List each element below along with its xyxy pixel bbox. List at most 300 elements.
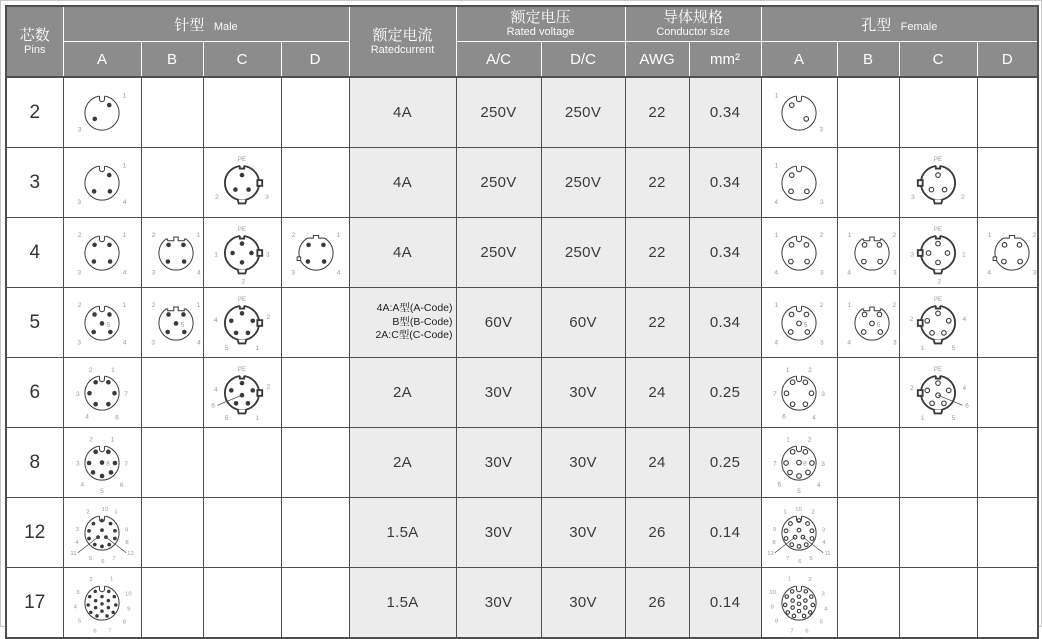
- svg-text:2: [892, 301, 896, 308]
- female-a-diagram-cell: [761, 498, 837, 568]
- awg-cell: 22: [625, 77, 689, 148]
- svg-text:3: [820, 339, 824, 346]
- female-d-diagram-cell: [977, 498, 1038, 568]
- female-b-diagram-cell: [837, 498, 899, 568]
- svg-text:9: [125, 527, 128, 533]
- male-c-diagram-cell: [203, 148, 281, 218]
- svg-text:5: [89, 556, 93, 562]
- male-d-diagram-cell: [281, 77, 349, 148]
- female-connector-pinout-diagram: [904, 220, 972, 286]
- svg-text:7: [124, 461, 128, 468]
- svg-text:6: [798, 559, 802, 565]
- pins-cell: 6: [6, 358, 63, 428]
- svg-text:4: [774, 269, 778, 276]
- svg-text:3: [822, 527, 826, 533]
- spec-row: [6, 498, 1038, 568]
- female-connector-pinout-diagram: [765, 150, 833, 216]
- svg-text:3: [266, 251, 270, 258]
- svg-text:7: [786, 556, 789, 562]
- male-a-diagram-cell: [63, 568, 141, 639]
- header-rated-current: [349, 6, 456, 77]
- svg-text:5: [952, 414, 956, 421]
- spec-row: [6, 358, 1038, 428]
- svg-text:1: [123, 162, 127, 169]
- svg-text:3: [820, 269, 824, 276]
- svg-text:3: [76, 460, 80, 467]
- svg-text:PE: [238, 156, 246, 163]
- voltage-ac-cell: 30V: [456, 358, 541, 428]
- female-d-diagram-cell: [977, 148, 1038, 218]
- svg-text:2: [266, 314, 270, 321]
- awg-cell: 26: [625, 568, 689, 639]
- svg-text:4: [847, 339, 851, 346]
- svg-text:4: [963, 384, 967, 391]
- header-conductor-en: Conductor size: [656, 26, 730, 38]
- voltage-dc-cell: 250V: [541, 218, 625, 288]
- header-awg: AWG: [625, 42, 689, 78]
- svg-text:10: [795, 507, 802, 513]
- male-c-diagram-cell: [203, 498, 281, 568]
- header-rated-voltage-group: [456, 6, 625, 42]
- svg-text:2: [78, 232, 82, 239]
- svg-text:1: [256, 414, 260, 421]
- header-rated-voltage-zh: 额定电压: [510, 9, 571, 26]
- svg-text:4: [80, 481, 84, 488]
- svg-text:4: [123, 269, 127, 276]
- svg-text:PE: [934, 366, 942, 373]
- female-a-diagram-cell: [761, 77, 837, 148]
- male-connector-pinout-diagram: [142, 220, 204, 286]
- female-b-diagram-cell: [837, 358, 899, 428]
- female-a-diagram-cell: [761, 358, 837, 428]
- male-connector-pinout-diagram: [68, 290, 136, 356]
- svg-text:2: [910, 384, 914, 391]
- svg-text:2: [89, 577, 92, 583]
- rated-current-cell: 4A: [349, 148, 456, 218]
- male-d-diagram-cell: [281, 428, 349, 498]
- pins-cell: 12: [6, 498, 63, 568]
- voltage-dc-cell: 30V: [541, 568, 625, 639]
- svg-text:3: [76, 526, 80, 532]
- header-female-col-a: A: [761, 42, 837, 78]
- female-connector-pinout-diagram: [978, 220, 1039, 286]
- voltage-ac-cell: 30V: [456, 498, 541, 568]
- svg-text:3: [77, 269, 81, 276]
- male-a-diagram-cell: [63, 498, 141, 568]
- svg-text:8: [125, 539, 129, 545]
- svg-text:4: [196, 269, 200, 276]
- svg-text:PE: [238, 366, 246, 373]
- svg-text:5: [809, 556, 813, 562]
- svg-text:4: [847, 269, 851, 276]
- svg-text:9: [773, 526, 776, 532]
- voltage-dc-cell: 250V: [541, 77, 625, 148]
- male-c-diagram-cell: [203, 358, 281, 428]
- svg-text:7: [108, 628, 111, 634]
- svg-text:1: [114, 509, 117, 515]
- male-connector-pinout-diagram: [68, 360, 136, 426]
- svg-text:1: [196, 301, 200, 308]
- svg-text:1: [783, 509, 786, 515]
- male-d-diagram-cell: [281, 568, 349, 639]
- mm2-cell: 0.34: [689, 288, 761, 358]
- svg-text:1: [196, 232, 200, 239]
- svg-text:10: [102, 507, 109, 513]
- female-connector-pinout-diagram: [765, 430, 833, 496]
- svg-text:5: [797, 488, 801, 495]
- header-voltage-dc: D/C: [541, 42, 625, 78]
- svg-text:6: [805, 628, 809, 634]
- female-a-diagram-cell: [761, 428, 837, 498]
- svg-text:7: [124, 391, 128, 398]
- male-connector-pinout-diagram: [68, 150, 136, 216]
- spec-row: [6, 428, 1038, 498]
- rated-current-line: B型(B-Code): [392, 315, 453, 328]
- svg-text:1: [987, 232, 991, 239]
- voltage-ac-cell: 30V: [456, 568, 541, 639]
- svg-text:5: [78, 618, 82, 624]
- svg-text:3: [76, 391, 80, 398]
- spec-row: [6, 77, 1038, 148]
- spec-row: [6, 218, 1038, 288]
- svg-text:1: [256, 344, 260, 351]
- svg-text:5: [952, 344, 956, 351]
- female-b-diagram-cell: [837, 218, 899, 288]
- svg-text:3: [821, 591, 825, 597]
- male-connector-pinout-diagram: [68, 80, 136, 146]
- svg-text:4: [824, 606, 828, 612]
- svg-text:4: [214, 317, 218, 324]
- female-a-diagram-cell: [761, 568, 837, 639]
- female-c-diagram-cell: [899, 77, 977, 148]
- female-c-diagram-cell: [899, 148, 977, 218]
- svg-text:4: [196, 339, 200, 346]
- svg-text:2: [820, 301, 824, 308]
- voltage-dc-cell: 250V: [541, 148, 625, 218]
- voltage-ac-cell: 250V: [456, 77, 541, 148]
- male-b-diagram-cell: [141, 428, 203, 498]
- svg-text:1: [111, 436, 115, 443]
- female-connector-pinout-diagram: [838, 220, 900, 286]
- male-c-diagram-cell: [203, 77, 281, 148]
- svg-text:2: [961, 194, 965, 201]
- svg-text:7: [773, 391, 777, 398]
- svg-text:12: [767, 550, 774, 556]
- rated-current-cell: [349, 288, 456, 358]
- spec-row: [6, 288, 1038, 358]
- male-d-diagram-cell: [281, 148, 349, 218]
- pins-cell: 2: [6, 77, 63, 148]
- svg-text:1: [123, 92, 127, 99]
- svg-text:6: [115, 414, 119, 421]
- svg-text:1: [111, 366, 115, 373]
- female-c-diagram-cell: [899, 568, 977, 639]
- svg-text:11: [824, 550, 830, 556]
- header-conductor-zh: 导体规格: [663, 9, 724, 26]
- voltage-dc-cell: 30V: [541, 498, 625, 568]
- female-d-diagram-cell: [977, 568, 1038, 639]
- voltage-dc-cell: 30V: [541, 428, 625, 498]
- awg-cell: 22: [625, 218, 689, 288]
- svg-text:2: [1032, 232, 1036, 239]
- svg-text:3: [911, 194, 915, 201]
- svg-text:3: [820, 199, 824, 206]
- female-d-diagram-cell: [977, 428, 1038, 498]
- svg-text:6: [120, 482, 124, 489]
- svg-text:1: [775, 301, 779, 308]
- svg-text:4: [74, 604, 78, 610]
- svg-text:3: [151, 269, 155, 276]
- svg-text:PE: [934, 156, 942, 163]
- female-a-diagram-cell: [761, 288, 837, 358]
- male-a-diagram-cell: [63, 77, 141, 148]
- header-male-group: [63, 6, 349, 42]
- svg-text:10: [125, 591, 132, 597]
- svg-text:2: [808, 366, 812, 373]
- svg-text:4: [123, 339, 127, 346]
- voltage-dc-cell: 60V: [541, 288, 625, 358]
- spec-row: [6, 148, 1038, 218]
- female-a-diagram-cell: [761, 218, 837, 288]
- svg-text:4: [123, 199, 127, 206]
- svg-text:7: [790, 628, 793, 634]
- svg-text:2: [811, 509, 814, 515]
- svg-text:3: [77, 339, 81, 346]
- svg-text:2: [89, 436, 93, 443]
- svg-text:4: [774, 339, 778, 346]
- svg-text:4: [822, 539, 826, 545]
- awg-cell: 22: [625, 148, 689, 218]
- header-male-col-a: A: [63, 42, 141, 78]
- rated-current-cell: 4A: [349, 77, 456, 148]
- svg-text:3: [821, 391, 825, 398]
- svg-text:3: [821, 461, 825, 468]
- awg-cell: 26: [625, 498, 689, 568]
- male-c-diagram-cell: [203, 288, 281, 358]
- pins-cell: 8: [6, 428, 63, 498]
- female-connector-pinout-diagram: [765, 360, 833, 426]
- voltage-dc-cell: 30V: [541, 358, 625, 428]
- header-male-col-d: D: [281, 42, 349, 78]
- male-b-diagram-cell: [141, 498, 203, 568]
- svg-text:8: [123, 619, 127, 625]
- svg-text:6: [777, 481, 781, 488]
- svg-text:5: [100, 488, 104, 495]
- svg-text:PE: [238, 226, 246, 233]
- rated-current-cell: 4A: [349, 218, 456, 288]
- svg-text:6: [211, 402, 215, 409]
- header-mm2: mm²: [689, 42, 761, 78]
- male-a-diagram-cell: [63, 358, 141, 428]
- female-d-diagram-cell: [977, 77, 1038, 148]
- male-b-diagram-cell: [141, 288, 203, 358]
- female-connector-pinout-diagram: [765, 80, 833, 146]
- spec-row: [6, 568, 1038, 639]
- mm2-cell: 0.14: [689, 498, 761, 568]
- male-a-diagram-cell: [63, 288, 141, 358]
- header-voltage-ac: A/C: [456, 42, 541, 78]
- awg-cell: 24: [625, 428, 689, 498]
- svg-text:1: [786, 436, 790, 443]
- svg-text:1: [962, 251, 966, 258]
- female-connector-pinout-diagram: [838, 290, 900, 356]
- header-male-col-b: B: [141, 42, 203, 78]
- header-pins: [6, 6, 63, 77]
- header-pins-zh: 芯数: [19, 26, 50, 44]
- svg-text:8: [803, 460, 807, 467]
- female-connector-pinout-diagram: [904, 150, 972, 216]
- svg-text:10: [769, 589, 776, 595]
- rated-current-cell: 2A: [349, 358, 456, 428]
- svg-text:3: [151, 339, 155, 346]
- svg-text:1: [847, 301, 851, 308]
- mm2-cell: 0.34: [689, 218, 761, 288]
- svg-text:4: [214, 386, 218, 393]
- svg-text:1: [847, 232, 851, 239]
- rated-current-cell: 2A: [349, 428, 456, 498]
- svg-text:1: [110, 576, 113, 582]
- male-connector-pinout-diagram: [208, 290, 276, 356]
- svg-text:1: [775, 232, 779, 239]
- svg-text:3: [77, 199, 81, 206]
- svg-text:3: [78, 126, 82, 133]
- header-female-group: [761, 6, 1038, 42]
- male-connector-pinout-diagram: [208, 220, 276, 286]
- male-a-diagram-cell: [63, 148, 141, 218]
- svg-text:2: [151, 232, 155, 239]
- female-b-diagram-cell: [837, 428, 899, 498]
- svg-text:2: [86, 509, 89, 515]
- svg-text:1: [921, 344, 925, 351]
- svg-text:2: [266, 383, 270, 390]
- header-pins-en: Pins: [24, 43, 46, 56]
- svg-text:5: [876, 321, 880, 328]
- svg-text:1: [123, 301, 127, 308]
- female-connector-pinout-diagram: [765, 290, 833, 356]
- female-b-diagram-cell: [837, 568, 899, 639]
- male-b-diagram-cell: [141, 218, 203, 288]
- awg-cell: 24: [625, 358, 689, 428]
- svg-text:PE: [934, 226, 942, 233]
- svg-text:4: [987, 269, 991, 276]
- female-a-diagram-cell: [761, 148, 837, 218]
- header-female-zh: 孔型: [861, 16, 892, 34]
- male-connector-pinout-diagram: [68, 570, 136, 636]
- svg-text:2: [89, 366, 93, 373]
- svg-text:5: [180, 321, 184, 328]
- rated-current-line: 4A:A型(A-Code): [376, 302, 453, 315]
- male-b-diagram-cell: [141, 148, 203, 218]
- svg-text:4: [817, 482, 821, 489]
- female-b-diagram-cell: [837, 148, 899, 218]
- svg-text:2: [151, 301, 155, 308]
- svg-text:3: [892, 339, 896, 346]
- svg-text:9: [127, 606, 130, 612]
- svg-text:5: [820, 619, 824, 625]
- male-a-diagram-cell: [63, 428, 141, 498]
- female-c-diagram-cell: [899, 288, 977, 358]
- svg-text:5: [804, 321, 808, 328]
- svg-text:5: [107, 321, 111, 328]
- svg-text:3: [820, 126, 824, 133]
- svg-text:4: [812, 414, 816, 421]
- male-connector-pinout-diagram: [208, 360, 276, 426]
- svg-text:6: [965, 402, 969, 409]
- svg-text:7: [112, 556, 115, 562]
- svg-text:2: [892, 232, 896, 239]
- female-d-diagram-cell: [977, 218, 1038, 288]
- male-connector-pinout-diagram: [68, 430, 136, 496]
- rated-current-cell: 1.5A: [349, 498, 456, 568]
- svg-text:5: [225, 414, 229, 421]
- header-female-en: Female: [900, 20, 938, 33]
- male-c-diagram-cell: [203, 218, 281, 288]
- mm2-cell: 0.25: [689, 428, 761, 498]
- svg-text:2: [215, 194, 219, 201]
- svg-text:3: [1032, 269, 1036, 276]
- spec-table-body: [6, 77, 1038, 638]
- header-male-col-c: C: [203, 42, 281, 78]
- svg-text:1: [775, 162, 779, 169]
- male-b-diagram-cell: [141, 358, 203, 428]
- svg-text:1: [786, 366, 790, 373]
- svg-text:2: [241, 278, 245, 285]
- header-male-zh: 针型: [174, 16, 205, 34]
- female-connector-pinout-diagram: [904, 290, 972, 356]
- svg-text:PE: [238, 296, 246, 303]
- male-a-diagram-cell: [63, 218, 141, 288]
- female-b-diagram-cell: [837, 77, 899, 148]
- svg-text:PE: [934, 296, 942, 303]
- svg-text:12: [127, 550, 134, 556]
- header-rated-current-zh: 额定电流: [372, 26, 433, 44]
- male-b-diagram-cell: [141, 77, 203, 148]
- male-b-diagram-cell: [141, 568, 203, 639]
- svg-text:2: [820, 232, 824, 239]
- female-b-diagram-cell: [837, 288, 899, 358]
- female-d-diagram-cell: [977, 358, 1038, 428]
- voltage-ac-cell: 250V: [456, 148, 541, 218]
- svg-text:2: [78, 301, 82, 308]
- svg-text:9: [771, 604, 774, 610]
- male-connector-pinout-diagram: [68, 220, 136, 286]
- header-female-col-c: C: [899, 42, 977, 78]
- pins-cell: 3: [6, 148, 63, 218]
- svg-text:3: [291, 269, 295, 276]
- male-d-diagram-cell: [281, 498, 349, 568]
- svg-text:8: [775, 618, 779, 624]
- female-c-diagram-cell: [899, 218, 977, 288]
- svg-text:6: [93, 628, 97, 634]
- svg-text:3: [76, 589, 80, 595]
- voltage-ac-cell: 250V: [456, 218, 541, 288]
- female-connector-pinout-diagram: [765, 500, 833, 566]
- svg-text:6: [101, 559, 105, 565]
- svg-text:4: [85, 413, 89, 420]
- female-connector-pinout-diagram: [765, 570, 833, 636]
- svg-text:8: [772, 539, 776, 545]
- svg-text:4: [75, 539, 79, 545]
- mm2-cell: 0.34: [689, 148, 761, 218]
- svg-text:4: [336, 269, 340, 276]
- female-connector-pinout-diagram: [904, 360, 972, 426]
- mm2-cell: 0.34: [689, 77, 761, 148]
- svg-text:4: [774, 199, 778, 206]
- male-c-diagram-cell: [203, 428, 281, 498]
- svg-text:2: [808, 436, 812, 443]
- male-connector-pinout-diagram: [208, 150, 276, 216]
- table-header: [6, 6, 1038, 77]
